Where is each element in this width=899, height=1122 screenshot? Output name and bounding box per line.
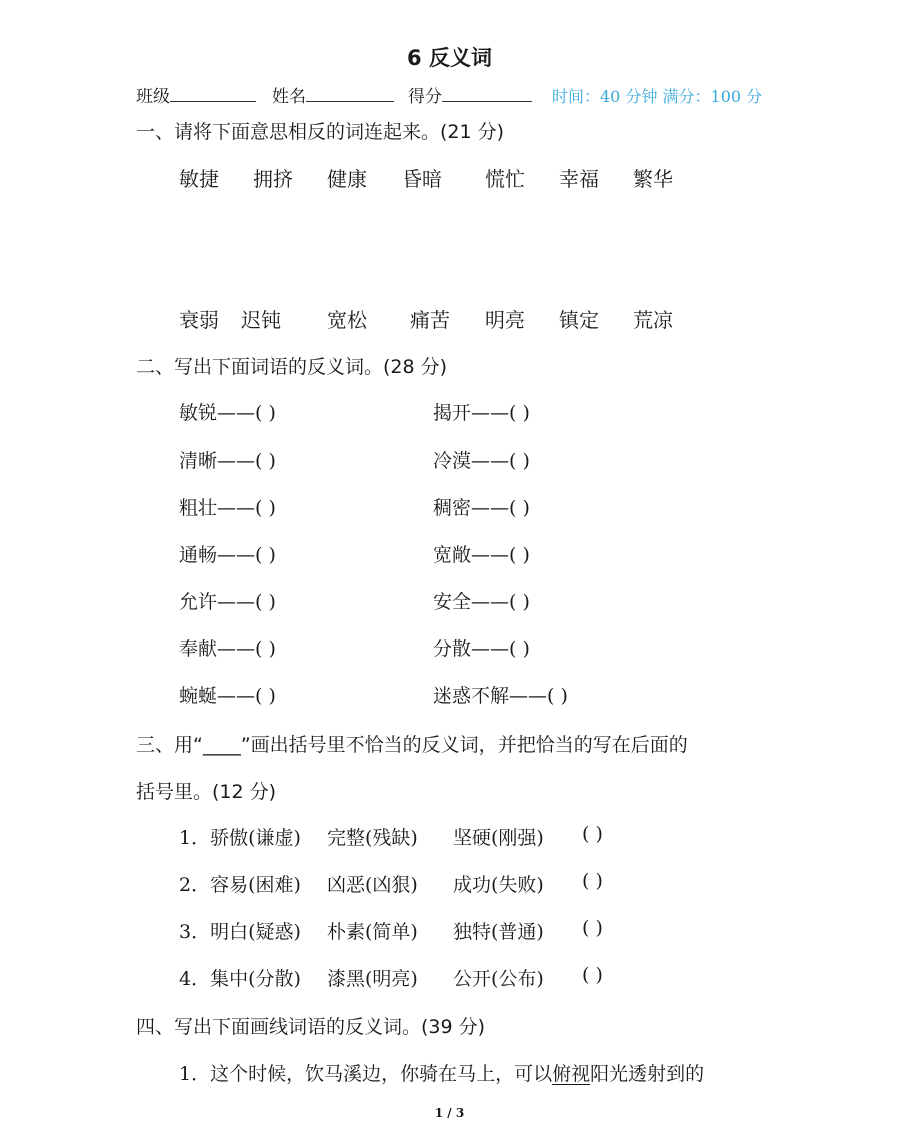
s1-bottom-word[interactable]: 宽松: [327, 308, 367, 332]
s1-bottom-word[interactable]: 明亮: [485, 308, 525, 332]
s4-text-after: 阳光透射到的: [590, 1063, 705, 1085]
s1-bottom-word[interactable]: 镇定: [559, 308, 599, 332]
s2-item[interactable]: 宽敞——( ): [433, 544, 530, 566]
s2-item[interactable]: 蜿蜒——( ): [179, 685, 276, 707]
s3-option[interactable]: 成功(失败): [453, 874, 544, 896]
s3-option[interactable]: 独特(普通): [453, 921, 544, 943]
page-title: 6 反义词: [407, 46, 492, 70]
s3-answer-blank[interactable]: ( ): [582, 964, 603, 986]
s3-option[interactable]: 漆黑(明亮): [327, 968, 418, 990]
class-blank[interactable]: [170, 83, 256, 102]
section3-heading: 三、用“____”画出括号里不恰当的反义词，并把恰当的写在后面的: [136, 734, 688, 756]
s2-item[interactable]: 迷惑不解——( ): [433, 685, 568, 707]
s2-item[interactable]: 清晰——( ): [179, 450, 276, 472]
s3-answer-blank[interactable]: ( ): [582, 917, 603, 939]
s3-option[interactable]: 凶恶(凶狠): [327, 874, 418, 896]
s1-bottom-word[interactable]: 痛苦: [410, 308, 450, 332]
s2-item[interactable]: 安全——( ): [433, 591, 530, 613]
class-label: 班级: [136, 87, 170, 107]
s4-sentence: [179, 1059, 704, 1086]
s2-item[interactable]: 冷漠——( ): [433, 450, 530, 472]
name-label: 姓名: [272, 87, 306, 107]
section4-heading: 四、写出下面画线词语的反义词。(39 分): [136, 1016, 486, 1038]
s3-answer-blank[interactable]: ( ): [582, 870, 603, 892]
s1-bottom-word[interactable]: 迟钝: [241, 308, 281, 332]
s1-top-word[interactable]: 拥挤: [253, 167, 293, 191]
s4-underlined-word: 俯视: [552, 1063, 591, 1085]
s2-item[interactable]: 稠密——( ): [433, 497, 530, 519]
name-field: [272, 82, 394, 107]
s2-item[interactable]: 允许——( ): [179, 591, 276, 613]
score-label: 得分: [408, 87, 442, 107]
s1-top-word[interactable]: 昏暗: [402, 167, 442, 191]
s4-text-before: 1．这个时候，饮马溪边，你骑在马上，可以: [179, 1063, 553, 1085]
name-blank[interactable]: [306, 83, 394, 102]
s3-option[interactable]: 2．容易(困难): [179, 874, 301, 896]
s1-top-word[interactable]: 敏捷: [179, 167, 219, 191]
s3-option[interactable]: 1．骄傲(谦虚): [179, 827, 301, 849]
score-blank[interactable]: [442, 83, 532, 102]
s2-item[interactable]: 粗壮——( ): [179, 497, 276, 519]
section1-heading: 一、请将下面意思相反的词连起来。(21 分): [136, 121, 505, 143]
section2-heading: 二、写出下面词语的反义词。(28 分): [136, 356, 448, 378]
score-field: [408, 82, 532, 107]
s3-option[interactable]: 坚硬(刚强): [453, 827, 544, 849]
s3-option[interactable]: 公开(公布): [453, 968, 544, 990]
time-info: 时间：40 分钟 满分：100 分: [552, 87, 763, 106]
s3-option[interactable]: 4．集中(分散): [179, 968, 301, 990]
s1-bottom-word[interactable]: 衰弱: [179, 308, 219, 332]
s2-item[interactable]: 敏锐——( ): [179, 402, 276, 424]
s1-top-word[interactable]: 健康: [327, 167, 367, 191]
s3-option[interactable]: 完整(残缺): [327, 827, 418, 849]
section3-heading-cont: 括号里。(12 分): [136, 781, 277, 803]
s1-top-word[interactable]: 慌忙: [485, 167, 525, 191]
class-field: [136, 82, 256, 107]
s2-item[interactable]: 奉献——( ): [179, 638, 276, 660]
s1-bottom-word[interactable]: 荒凉: [633, 308, 673, 332]
s2-item[interactable]: 分散——( ): [433, 638, 530, 660]
s3-answer-blank[interactable]: ( ): [582, 823, 603, 845]
s3-option[interactable]: 3．明白(疑惑): [179, 921, 301, 943]
page-number: 1 / 3: [434, 1106, 465, 1120]
s1-top-word[interactable]: 繁华: [633, 167, 673, 191]
s3-option[interactable]: 朴素(简单): [327, 921, 418, 943]
s1-top-word[interactable]: 幸福: [559, 167, 599, 191]
s2-item[interactable]: 揭开——( ): [433, 402, 530, 424]
s2-item[interactable]: 通畅——( ): [179, 544, 276, 566]
